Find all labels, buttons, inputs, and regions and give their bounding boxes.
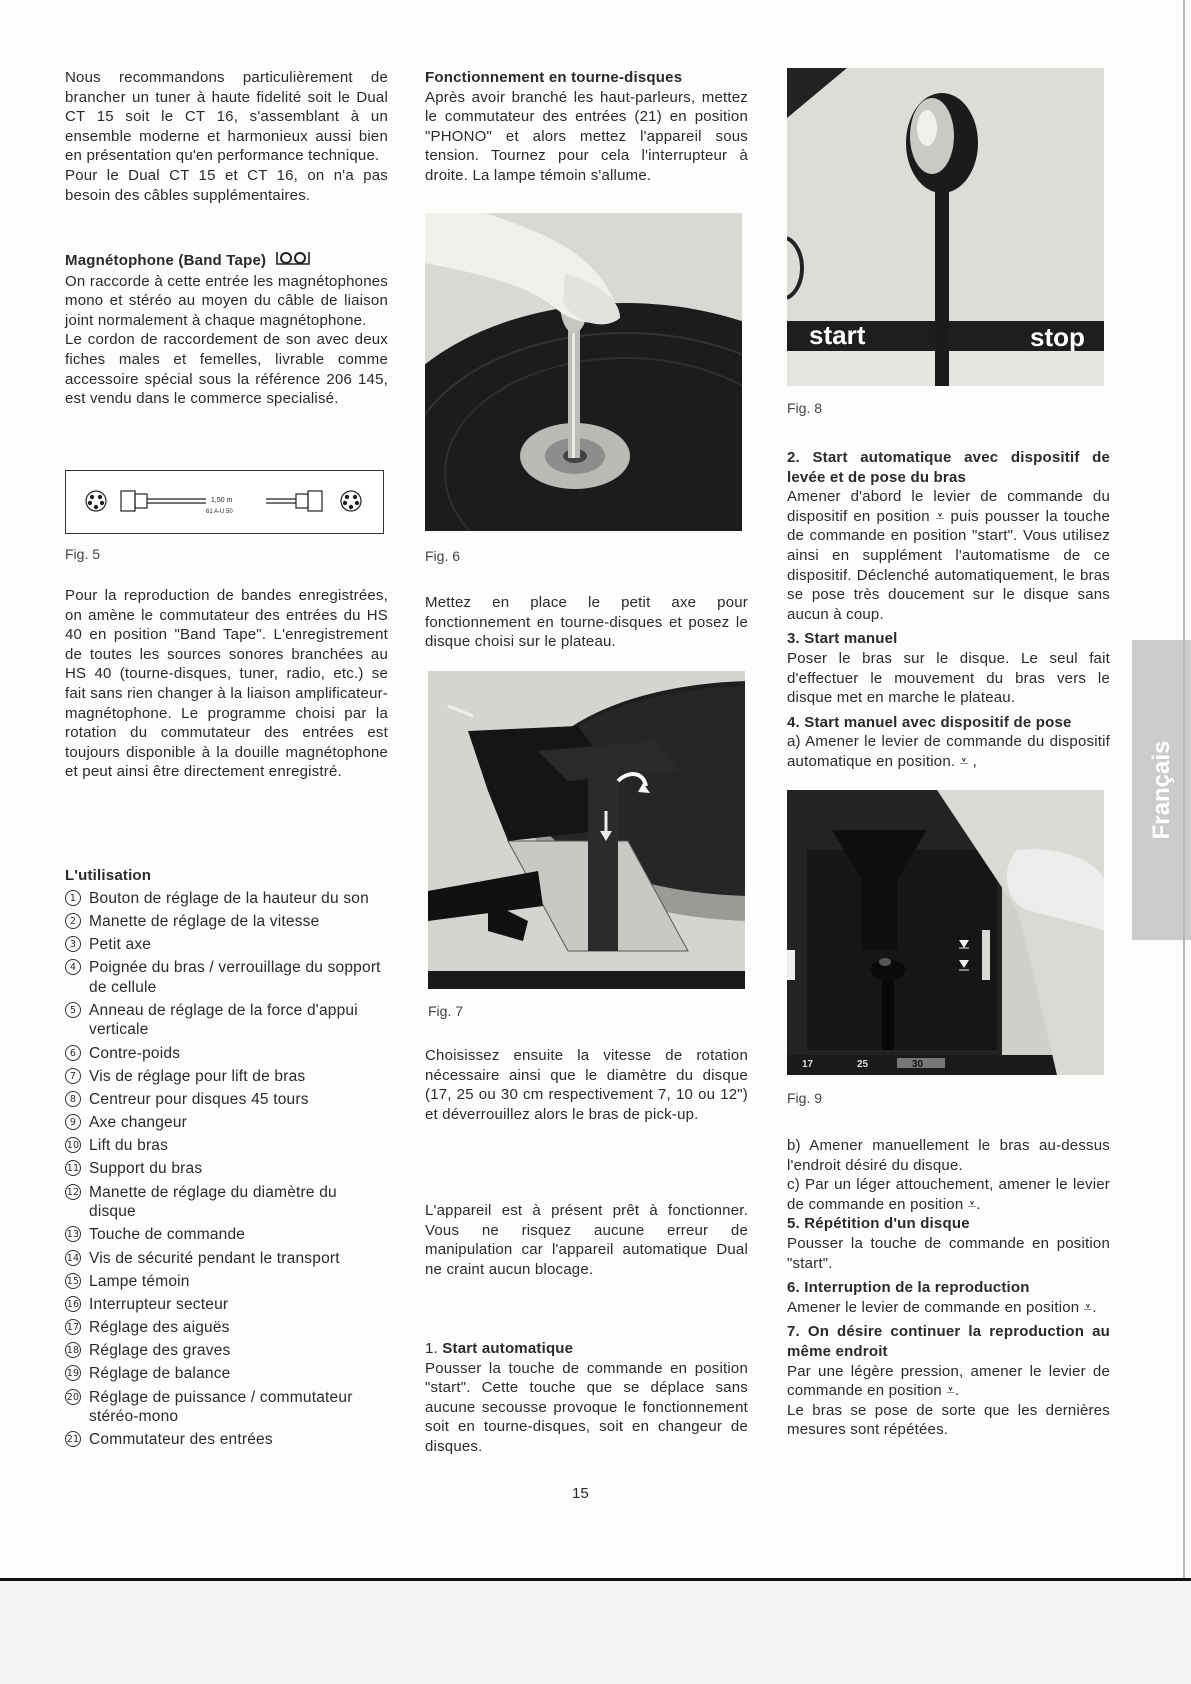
list-item: 10 Lift du bras <box>66 1137 169 1155</box>
list-item: 9 Axe changeur <box>65 1113 388 1133</box>
list-item: 4 Poignée du bras / verrouillage du sopport de cellule <box>65 958 388 997</box>
fig8-photo <box>787 68 1104 386</box>
fig6-caption: Fig. 6 <box>425 548 461 564</box>
fig7-caption: Fig. 7 <box>428 1003 464 1019</box>
resume-heading: 7. On désire continuer la reproduction au même endroit <box>787 1323 1110 1360</box>
interrupt-heading: 6. Interruption de la reproduction <box>787 1279 1030 1297</box>
cable-diagram <box>65 470 384 534</box>
intro-section <box>65 68 388 205</box>
spindle-section <box>425 593 748 652</box>
reproduction-paragraph: Pour la reproduction de bandes enregistrées, on amène le commutateur des entrées du HS 40 en position "Band Tape". L'enregistrement de toutes les sources sonores branchées au HS 40 (tourne-disques, tuner, radio, etc.) se fait sans rien changer à la liaison amplificateur-magnétophone. Le programme choisi par la rotation du commutateur des entrées est toujours disponible à la douille magnétophone et peut ainsi être directement enregistré. <box>65 587 388 781</box>
page-edge-line <box>1183 0 1185 1578</box>
list-item: 5 Anneau de réglage de la force d'appui verticale <box>65 1001 388 1040</box>
ready-section <box>425 1201 748 1279</box>
cable-ref-label: 61 A-U 50 <box>206 509 233 515</box>
phono-paragraph: Après avoir branché les haut-parleurs, mettez le commutateur des entrées (21) en position "PHONO" et alors mettez l'appareil sous tension. Tournez pour cela l'interrupteur à droite. La lampe témoin s'allume. <box>425 88 748 184</box>
fig9-caption: Fig. 9 <box>787 1090 823 1106</box>
list-item: 19 Réglage de balance <box>66 1365 231 1383</box>
resume-paragraph: Par une légère pression, amener le levier de commande en position ⩡. <box>787 1362 1110 1400</box>
list-item: 20 Réglage de puissance / commutateur stéréo-mono <box>66 1388 353 1426</box>
list-item: 11 Support du bras <box>66 1160 203 1178</box>
list-item: 16 Interrupteur secteur <box>66 1295 229 1313</box>
interrupt-paragraph: Amener le levier de commande en position ⩡. <box>787 1298 1097 1316</box>
list-item: 2 Manette de réglage de la vitesse <box>65 912 388 932</box>
repeat-heading: 5. Répétition d'un disque <box>787 1215 970 1233</box>
start-manual-paragraph: Poser le bras sur le disque. Le seul fait d'effectuer le mouvement du bras vers le disque met en marche le plateau. <box>787 649 1110 707</box>
list-item: 18 Réglage des graves <box>66 1342 231 1360</box>
utilisation-heading: L'utilisation <box>65 867 152 884</box>
start-manual-pose-a: a) Amener le levier de commande du dispositif automatique en position. ⩡ , <box>787 733 1110 770</box>
list-item: 7 Vis de réglage pour lift de bras <box>65 1067 388 1087</box>
list-item: 6 Contre-poids <box>65 1044 388 1064</box>
phono-heading: Fonctionnement en tourne-disques <box>425 69 683 86</box>
list-item: 17 Réglage des aiguës <box>66 1319 230 1337</box>
start-lift-paragraph: Amener d'abord le levier de commande du dispositif en position ⩡ puis pousser la touche de commande en position "start". Vous utilisez ainsi en supplément l'automatisme de ce dispositif. Déclenché automatiquement, le bras se pose très doucement sur le disque sans aucun à coup. <box>787 488 1110 623</box>
tape-section <box>65 250 388 409</box>
fig9-30-label: 30 <box>912 1059 924 1070</box>
fig9-17-label: 17 <box>802 1059 814 1070</box>
tape-reels-icon <box>275 250 311 272</box>
tape-paragraph-2: Le cordon de raccordement de son avec deux fiches males et femelles, livrable comme accessoire spécial sous la référence 206 145, est vendu dans le commerce specialisé. <box>65 331 388 408</box>
fig5-caption: Fig. 5 <box>65 546 101 562</box>
fig9-25-label: 25 <box>857 1059 869 1070</box>
list-item: 13 Touche de commande <box>66 1226 246 1244</box>
parts-list <box>65 889 388 1450</box>
start-lift-section <box>787 448 1110 772</box>
fig8-stop-label: stop <box>1030 322 1085 352</box>
repeat-paragraph: Pousser la touche de commande en position "start". <box>787 1234 1110 1272</box>
list-item: 14 Vis de sécurité pendant le transport <box>66 1249 340 1267</box>
language-tab-label: Français <box>1147 740 1175 840</box>
page-bottom-margin <box>0 1578 1191 1684</box>
start-lift-heading: 2. Start automatique avec dispositif de levée et de pose du bras <box>787 449 1110 486</box>
start-auto-section <box>425 1339 748 1457</box>
list-item: 12 Manette de réglage du diamètre du disque <box>66 1183 337 1221</box>
start-auto-paragraph: Pousser la touche de commande en position "start". Cette touche que se déplace sans aucune secousse provoque le fonctionnement soit en tourne-disques, soit en changeur de disques. <box>425 1359 748 1455</box>
list-item: 1 Bouton de réglage de la hauteur du son <box>65 889 388 909</box>
list-item: 8 Centreur pour disques 45 tours <box>65 1090 388 1110</box>
start-manual-pose-b: b) Amener manuellement le bras au-dessus l'endroit désiré du disque. <box>787 1137 1110 1174</box>
page-number: 15 <box>572 1485 589 1502</box>
list-item: 21 Commutateur des entrées <box>66 1431 273 1449</box>
ready-paragraph: L'appareil est à présent prêt à fonctionner. Vous ne risquez aucune erreur de manipulation car l'appareil automatique Dual ne craint aucun blocage. <box>425 1202 748 1278</box>
fig9-photo <box>787 790 1104 1075</box>
list-item: 15 Lampe témoin <box>66 1272 190 1290</box>
start-manual-pose-heading: 4. Start manuel avec dispositif de pose <box>787 713 1072 731</box>
page-bottom-edge <box>0 1578 1191 1581</box>
fig6-photo <box>425 213 742 531</box>
start-auto-heading: 1. Start automatique <box>425 1340 574 1357</box>
fig8-start-label: start <box>809 320 866 350</box>
spindle-paragraph: Mettez en place le petit axe pour fonctionnement en tourne-disques et posez le disque choisi sur le plateau. <box>425 594 748 651</box>
intro-paragraph-2: Pour le Dual CT 15 et CT 16, on n'a pas besoin des câbles supplémentaires. <box>65 166 388 204</box>
resume-paragraph-2: Le bras se pose de sorte que les dernières mesures sont répétées. <box>787 1401 1110 1439</box>
reproduction-section <box>65 586 388 782</box>
start-manual-heading: 3. Start manuel <box>787 630 898 648</box>
fig8-caption: Fig. 8 <box>787 400 823 416</box>
tape-paragraph-1: On raccorde à cette entrée les magnétophones mono et stéréo au moyen du câble de liaison joint normalement à chaque magnétophone. <box>65 272 388 329</box>
cable-length-label: 1,50 m <box>211 497 233 504</box>
fig7-photo <box>428 671 745 989</box>
utilisation-section <box>65 866 388 1454</box>
tape-heading: Magnétophone (Band Tape) <box>65 250 388 272</box>
continue-section <box>787 1136 1110 1440</box>
intro-paragraph: Nous recommandons particulièrement de brancher un tuner à haute fidelité soit le Dual CT 15 soit le CT 16, s'assemblant à un ensemble moderne et harmonieux aussi bien en présentation qu'en performance technique. <box>65 69 388 165</box>
start-manual-pose-c: c) Par un léger attouchement, amener le levier de commande en position ⩡. <box>787 1176 1110 1213</box>
speed-section <box>425 1046 748 1124</box>
phono-section <box>425 68 748 186</box>
speed-paragraph: Choisissez ensuite la vitesse de rotation nécessaire ainsi que le diamètre du disque (17, 25 ou 30 cm respectivement 7, 10 ou 12") et déverrouillez alors le bras de pick-up. <box>425 1047 748 1123</box>
list-item: 3 Petit axe <box>65 935 388 955</box>
